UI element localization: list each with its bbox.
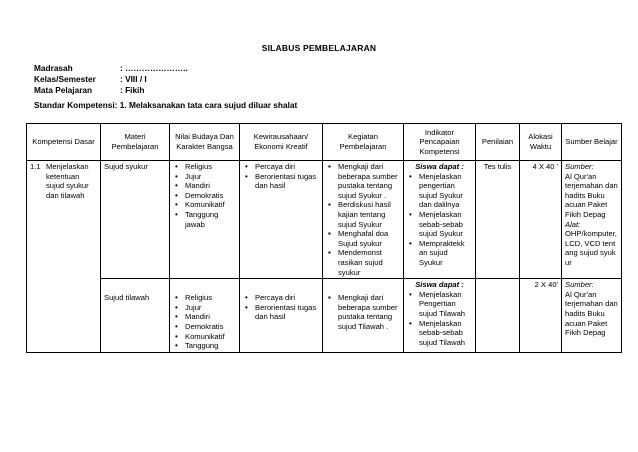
table-row	[27, 279, 622, 353]
header-cell: Kompetensi Dasar	[27, 124, 101, 161]
header-cell: Nilai Budaya Dan Karakter Bangsa	[170, 124, 240, 161]
indikator-cell	[404, 161, 476, 279]
kd-number: 1.1	[30, 162, 41, 171]
meta-label: Madrasah	[34, 63, 73, 73]
meta-mata-pelajaran	[34, 85, 144, 95]
list-item: • Religius	[173, 293, 236, 303]
indikator-heading: Siswa dapat :	[415, 162, 464, 171]
list-item: ▪ Mendemonst rasikan sujud syukur	[326, 248, 400, 277]
sumber-heading: Sumber:	[565, 280, 594, 290]
header-cell: Kegiatan Pembelajaran	[323, 124, 404, 161]
alokasi-cell: 2 X 40'	[520, 279, 562, 353]
sumber-text: Al Qur'an terjemahan dan hadits Buku acuan Paket Fikih Depag	[565, 171, 618, 219]
kewirausahaan-cell	[240, 161, 323, 279]
list-item: • Percaya diri	[243, 162, 319, 172]
header-cell: Indikator Pencapaian Kompetensi	[404, 124, 476, 161]
list-item: ▪ Mengkaji dari beberapa sumber pustaka tentang sujud Tilawah .	[326, 293, 400, 331]
list-item: • Mandiri	[173, 312, 236, 322]
header-cell: Kewirausahaan/ Ekonomi Kreatif	[240, 124, 323, 161]
materi-cell: Sujud syukur	[101, 161, 170, 279]
meta-kelas-semester	[34, 74, 147, 84]
sumber-text: Al Qur'an terjemahan dan hadits Buku acuan Paket Fikih Depag	[565, 289, 618, 338]
sumber-cell	[562, 279, 622, 353]
list-item: • Percaya diri	[243, 293, 319, 303]
table-row	[27, 161, 622, 279]
indikator-heading: Siswa dapat :	[415, 280, 464, 290]
header-cell: Sumber Belajar	[562, 124, 622, 161]
list-item: ▪ Mengkaji dari beberapa sumber pustaka tentang sujud Syukur .	[326, 162, 400, 200]
document-title: SILABUS PEMBELAJARAN	[261, 43, 377, 53]
penilaian-cell: Tes tulis	[476, 161, 520, 279]
alokasi-cell: 4 X 40 '	[520, 161, 562, 279]
materi-cell: Sujud tilawah	[101, 279, 170, 353]
list-item: • Tanggung	[173, 341, 236, 351]
syllabus-table	[26, 123, 622, 353]
list-item: • Mempraktekk an sujud Syukur	[407, 239, 472, 268]
penilaian-cell	[476, 279, 520, 353]
alat-text: OHP/komputer,LCD, VCD tentang sujud syukur	[565, 229, 617, 267]
list-item: • Jujur	[173, 303, 236, 313]
table-header-row	[27, 124, 622, 161]
indikator-cell	[404, 279, 476, 353]
meta-madrasah	[34, 63, 188, 73]
list-item: • Komunikatif	[173, 332, 236, 342]
meta-label: Kelas/Semester	[34, 74, 96, 84]
list-item: • Menjelaskan Pengertian sujud Tilawah	[407, 290, 472, 319]
list-item: • Komunikatif	[173, 200, 236, 210]
kd-text: Menjelaskan ketentuan sujud syukur dan tilawah	[46, 162, 89, 200]
sumber-heading: Sumber:	[565, 162, 594, 171]
kewirausahaan-cell	[240, 279, 323, 353]
kegiatan-cell	[323, 161, 404, 279]
header-cell: Alokasi Waktu	[520, 124, 562, 161]
nilai-cell	[170, 279, 240, 353]
nilai-cell	[170, 161, 240, 279]
list-item: • Berorientasi tugas dan hasil	[243, 172, 319, 191]
header-cell: Penilaian	[476, 124, 520, 161]
kegiatan-cell	[323, 279, 404, 353]
list-item: ▪ Berdiskusi hasil kajian tentang sujud Syukur	[326, 200, 400, 229]
list-item: • Menjelaskan sebab-sebab sujud Tilawah	[407, 319, 472, 348]
header-cell: Materi Pembelajaran	[101, 124, 170, 161]
standar-kompetensi: Standar Kompetensi: 1. Melaksanakan tata cara sujud diluar shalat	[34, 100, 298, 110]
list-item: • Religius	[173, 162, 236, 172]
list-item: • Menjelaskan sebab-sebab sujud Syukur	[407, 210, 472, 239]
list-item: • Demokratis	[173, 322, 236, 332]
list-item: • Jujur	[173, 172, 236, 182]
list-item: • Menjelaskan pengertian sujud Syukur dan dalilnya	[407, 172, 472, 210]
list-item: ▪ Menghafal doa Sujud syukur	[326, 229, 400, 248]
sumber-cell	[562, 161, 622, 279]
alat-heading: Alat:	[565, 219, 581, 229]
list-item: • Demokratis	[173, 191, 236, 201]
meta-value: : Fikih	[120, 85, 145, 95]
meta-label: Mata Pelajaran	[34, 85, 93, 95]
list-item: • Berorientasi tugas dan hasil	[243, 303, 319, 322]
meta-value: : …………………..	[120, 63, 188, 73]
list-item: • Mandiri	[173, 181, 236, 191]
meta-value: : VIII / I	[120, 74, 147, 84]
kompetensi-dasar-cell	[27, 161, 101, 353]
list-item: • Tanggung jawab	[173, 210, 236, 229]
